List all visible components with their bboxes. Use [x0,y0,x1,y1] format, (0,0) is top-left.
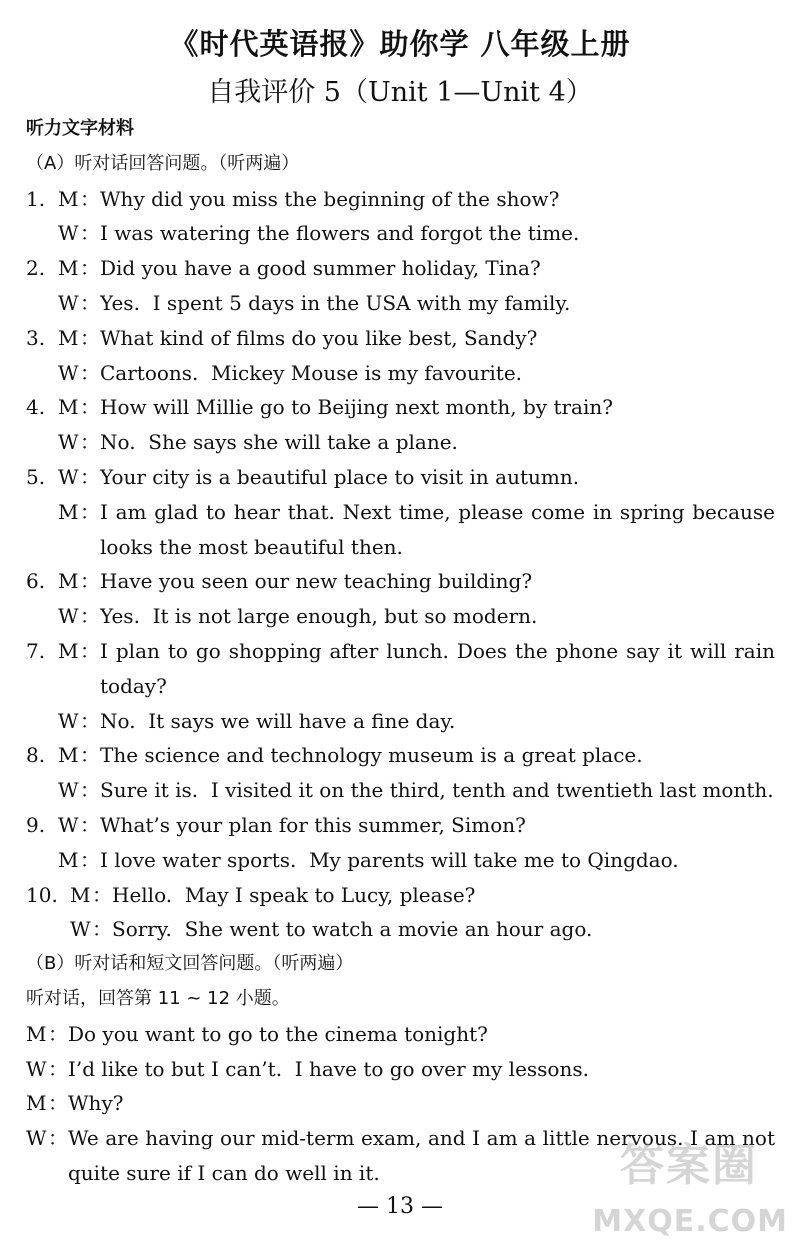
speaker-colon: ： [80,325,100,350]
dialogue-line [0,634,800,668]
question-number: 6. [26,569,46,594]
part-b-sub-instruction-text: 听对话，回答第 11 ~ 12 小题。 [26,988,290,1009]
dialogue-text: Yes. It is not large enough, but so modern. [100,604,538,629]
watermark-text-top: 答案圈 [620,1140,758,1191]
dialogue-text: No. It says we will have a fine day. [100,708,456,733]
dialogue-line [0,878,800,912]
speaker-colon: ： [80,221,100,246]
dialogue-line [0,912,800,946]
speaker-colon: ： [80,360,100,385]
speaker-colon: ： [92,882,112,907]
dialogue-line [0,773,800,807]
dialogue-text: No. She says she will take a plane. [100,430,458,455]
speaker-label: W [58,360,79,385]
question-number: 2. [26,256,46,281]
speaker-colon: ： [48,1021,68,1046]
dialogue-line [0,704,800,738]
dialogue-text-continued: today? [100,673,167,698]
speaker-label: W [58,291,79,315]
part-a-instruction-text: （A）听对话回答问题。（听两遍） [26,152,300,174]
speaker-label: W [70,917,91,942]
speaker-label: W [26,1056,47,1081]
speaker-colon: ： [48,1056,68,1081]
dialogue-line [0,425,800,459]
dialogue-line [0,738,800,772]
dialogue-text: Yes. I spent 5 days in the USA with my family. [100,291,571,315]
dialogue-continuation [0,669,800,703]
question-number: 5. [26,465,46,489]
dialogue-line [0,460,800,494]
dialogue-text-continued: quite sure if I can do well in it. [68,1161,380,1185]
part-b-sub-instruction [0,982,800,1016]
speaker-colon: ： [80,186,100,211]
dialogue-text: Sorry. She went to watch a movie an hour ago. [112,917,593,942]
dialogue-text: Hello. May I speak to Lucy, please? [112,882,476,907]
speaker-label: M [58,743,79,768]
question-number: 7. [26,639,46,663]
speaker-colon: ： [48,1091,68,1116]
speaker-colon: ： [80,430,100,455]
speaker-colon: ： [80,813,100,837]
dialogue-line [0,286,800,320]
speaker-colon: ： [80,604,100,629]
speaker-label: M [58,395,79,420]
speaker-label: M [26,1091,47,1116]
speaker-label: M [70,882,91,907]
section-title-text: 听力文字材料 [26,118,134,139]
dialogue-text: Why? [68,1091,124,1116]
question-number: 10. [26,882,58,907]
dialogue-line [0,182,800,216]
speaker-colon: ： [80,569,100,594]
speaker-label: M [26,1021,47,1046]
dialogue-line [0,1052,800,1086]
dialogue-line [0,495,800,529]
speaker-label: W [58,604,79,629]
speaker-label: W [58,465,79,489]
dialogue-line [0,321,800,355]
dialogue-line [0,251,800,285]
speaker-label: W [58,813,79,837]
dialogue-text: What kind of films do you like best, Sandy? [100,325,538,350]
speaker-colon: ： [48,1126,68,1151]
dialogue-text-continued: looks the most beautiful then. [100,534,403,559]
dialogue-continuation [0,530,800,564]
dialogue-text: I’d like to but I can’t. I have to go over my lessons. [68,1056,589,1081]
dialogue-line [0,1017,800,1051]
part-b-instruction [0,947,800,981]
speaker-colon: ： [80,256,100,281]
dialogue-line [0,390,800,424]
speaker-label: M [58,256,79,281]
speaker-label: W [58,778,79,803]
page-title: 《时代英语报》助你学 八年级上册 [169,27,631,61]
speaker-colon: ： [80,291,100,315]
dialogue-text: I am glad to hear that. Next time, please come in spring because [100,499,775,524]
speaker-label: W [58,430,79,455]
dialogue-line [0,216,800,250]
dialogue-line [0,356,800,390]
speaker-colon: ： [80,465,100,489]
speaker-colon: ： [80,743,100,768]
dialogue-text: Cartoons. Mickey Mouse is my favourite. [100,360,523,385]
speaker-label: M [58,569,79,594]
question-number: 8. [26,743,46,768]
speaker-label: M [58,639,79,663]
speaker-label: W [58,708,79,733]
question-number: 4. [26,395,46,420]
dialogue-text: Do you want to go to the cinema tonight? [68,1021,488,1046]
speaker-colon: ： [80,499,100,524]
question-number: 9. [26,813,46,837]
speaker-colon: ： [92,917,112,942]
dialogue-text: How will Millie go to Beijing next month, by train? [100,395,613,420]
part-a-instruction [0,147,800,181]
dialogue-text: Why did you miss the beginning of the show? [100,186,560,211]
dialogue-text: I plan to go shopping after lunch. Does the phone say it will rain [100,639,775,663]
page-number: — 13 — [357,1194,443,1219]
speaker-label: M [58,186,79,211]
dialogue-text: What’s your plan for this summer, Simon? [100,813,526,837]
dialogue-text: We are having our mid-term exam, and I am a little nervous. I am not [68,1126,775,1151]
dialogue-line [0,564,800,598]
page-subtitle: 自我评价 5（Unit 1—Unit 4） [207,77,593,108]
part-b-instruction-text: （B）听对话和短文回答问题。（听两遍） [26,953,354,975]
dialogue-line [0,808,800,842]
dialogue-text: Did you have a good summer holiday, Tina? [100,256,541,281]
speaker-label: M [58,499,79,524]
speaker-label: W [26,1126,47,1151]
dialogue-text: Sure it is. I visited it on the third, tenth and twentieth last month. [100,778,774,803]
speaker-colon: ： [80,847,100,872]
dialogue-text: Have you seen our new teaching building? [100,569,533,594]
question-number: 3. [26,325,46,350]
watermark-text-bottom: MXQE.COM [592,1204,788,1239]
section-title [0,112,800,146]
dialogue-line [0,599,800,633]
dialogue-line [0,1086,800,1120]
speaker-label: W [58,221,79,246]
dialogue-line [0,843,800,877]
dialogue-text: I love water sports. My parents will take me to Qingdao. [100,847,679,872]
speaker-colon: ： [80,639,100,663]
watermark-logo [592,1129,788,1239]
speaker-colon: ： [80,778,100,803]
question-number: 1. [26,186,46,211]
speaker-colon: ： [80,708,100,733]
dialogue-text: The science and technology museum is a great place. [100,743,643,768]
speaker-label: M [58,847,79,872]
speaker-colon: ： [80,395,100,420]
speaker-label: M [58,325,79,350]
dialogue-text: I was watering the flowers and forgot the time. [100,221,580,246]
dialogue-text: Your city is a beautiful place to visit in autumn. [100,465,580,489]
